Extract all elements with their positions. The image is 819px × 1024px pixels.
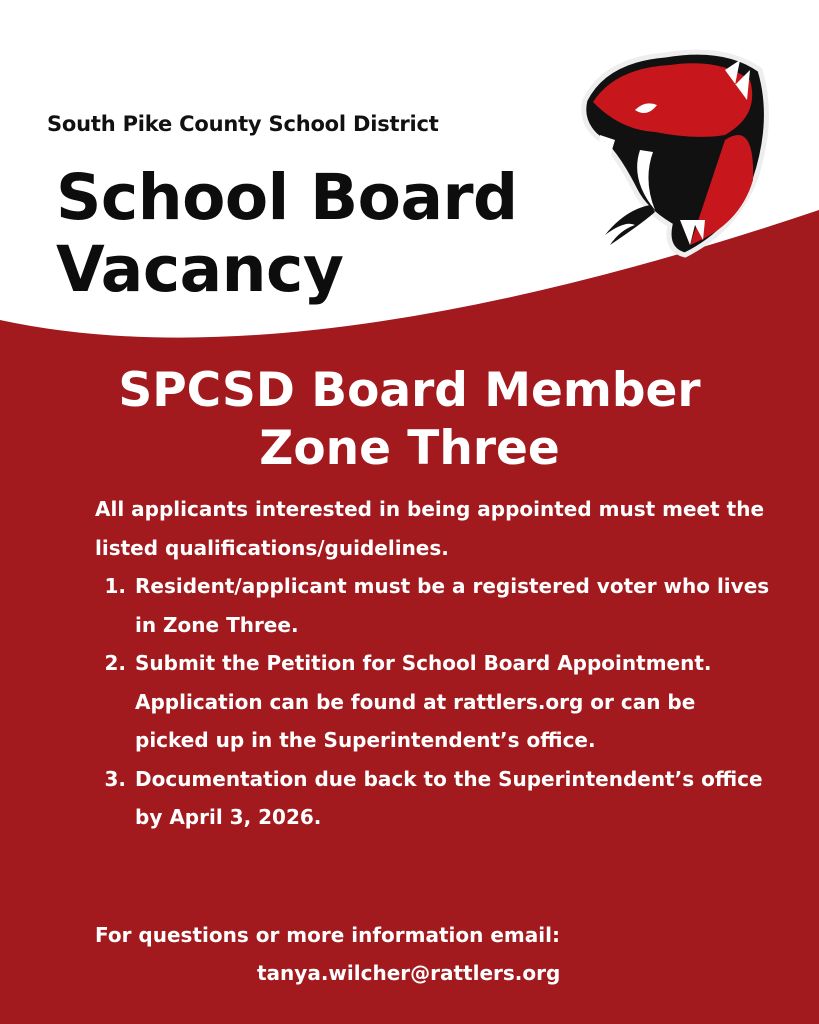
district-name: South Pike County School District xyxy=(47,112,439,136)
title-line-2: Vacancy xyxy=(56,233,344,306)
intro-text: All applicants interested in being appointed must meet the listed qualifications/guidelines. xyxy=(95,497,765,560)
contact-label: For questions or more information email: xyxy=(95,923,560,947)
title-line-1: School Board xyxy=(56,161,518,234)
requirements-list xyxy=(95,567,775,837)
subtitle-line-2: Zone Three xyxy=(259,421,560,476)
requirement-item: 3. Documentation due back to the Superintendent’s office by April 3, 2026. xyxy=(133,760,775,837)
requirement-item: 2. Submit the Petition for School Board Appointment. Application can be found at rattlers.org or can be picked up in the Superintendent’s office. xyxy=(133,644,775,760)
contact-section xyxy=(95,916,560,992)
requirements-section xyxy=(95,490,775,837)
page-title xyxy=(56,162,518,306)
contact-email-link[interactable]: tanya.wilcher@rattlers.org xyxy=(257,961,561,985)
requirement-item: 1. Resident/applicant must be a registered voter who lives in Zone Three. xyxy=(133,567,775,644)
subtitle-line-1: SPCSD Board Member xyxy=(118,363,701,418)
subtitle xyxy=(0,362,819,478)
rattlesnake-head-icon xyxy=(575,40,775,260)
